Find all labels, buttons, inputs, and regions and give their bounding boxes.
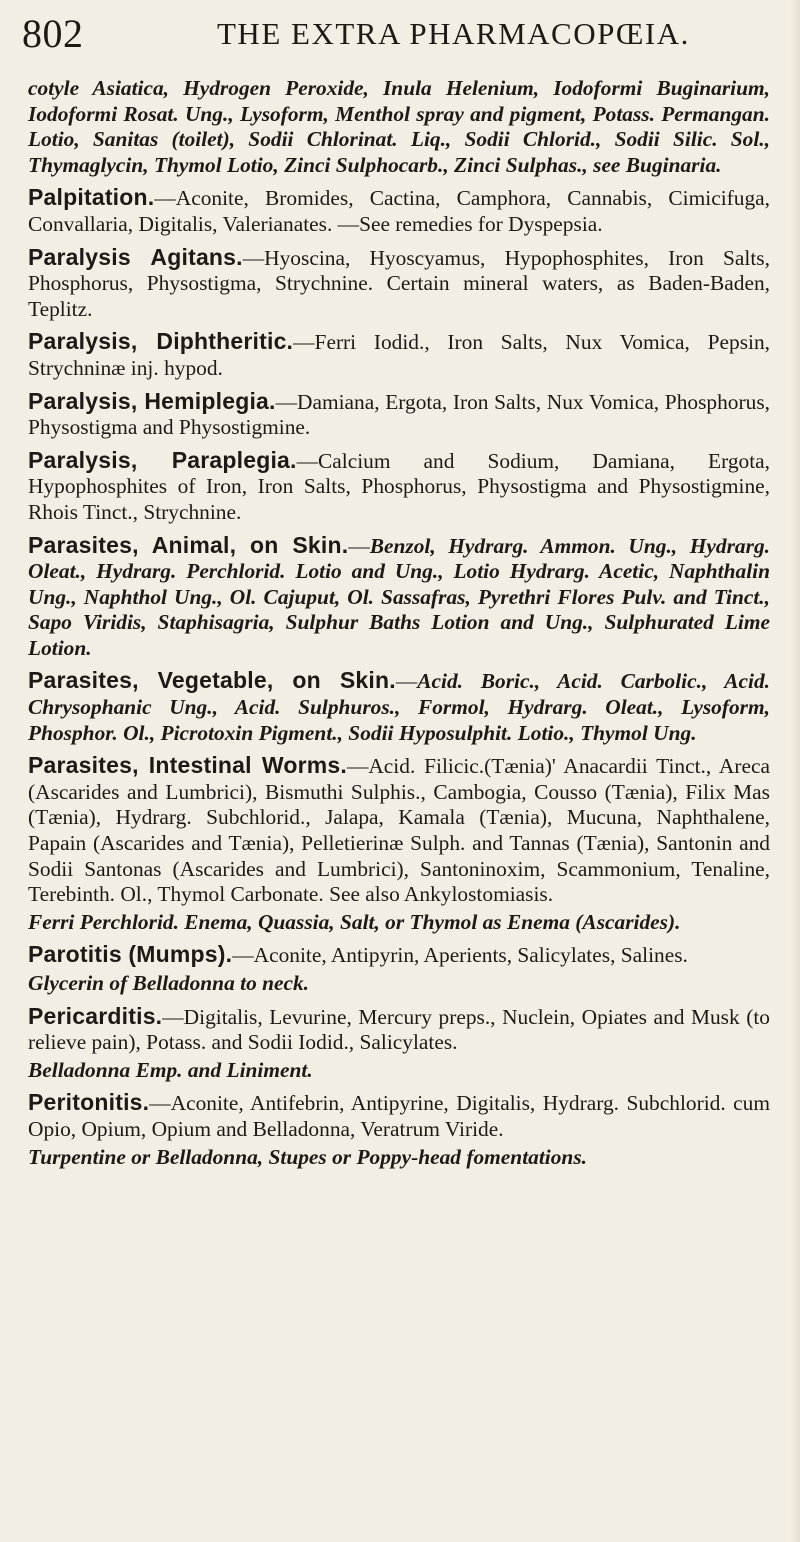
entry-dash: — [293, 330, 315, 355]
index-entry [28, 1004, 770, 1084]
entry-dash: — [346, 754, 369, 779]
entry-remedies: Calcium and Sodium, Damiana, Ergota, Hypophosphites of Iron, Iron Salts, Phosphorus, Physostigma and Physostigmine, Rhois Tinct., Strychnine. [28, 448, 771, 524]
index-entry [28, 185, 770, 237]
page-header [22, 10, 760, 58]
entry-external-note: Belladonna Emp. and Liniment. [28, 1057, 313, 1082]
entry-dash: — [232, 943, 254, 968]
entry-list [28, 185, 770, 1170]
index-entry [28, 1090, 770, 1170]
entry-term: Paralysis, Hemiplegia. [28, 387, 276, 414]
index-entry [28, 389, 770, 441]
entry-dash: — [149, 1091, 171, 1116]
entry-remedies: Aconite, Antifebrin, Antipyrine, Digitalis, Hydrarg. Subchlorid. cum Opio, Opium, Opium and Belladonna, Veratrum Viride. [28, 1091, 770, 1141]
entry-remedies: Hyoscina, Hyoscyamus, Hypophosphites, Iron Salts, Phosphorus, Physostigma, Strychnine. Certain mineral waters, as Baden-Baden, Teplitz. [28, 245, 770, 321]
entry-dash: — [162, 1004, 184, 1029]
page-edge-shadow [790, 0, 800, 1542]
running-title: THE EXTRA PHARMACOPŒIA. [217, 16, 690, 51]
entry-dash: — [395, 669, 418, 694]
index-entry [28, 753, 770, 935]
entry-dash: — [275, 389, 298, 414]
entry-term: Pericarditis. [28, 1002, 163, 1029]
entry-term: Peritonitis. [28, 1089, 150, 1116]
page-number: 802 [22, 11, 84, 56]
entry-remedies: Aconite, Antipyrin, Aperients, Salicylates, Salines. [253, 943, 688, 968]
index-entry [28, 533, 770, 662]
index-entry [28, 245, 770, 323]
entry-term: Parasites, Vegetable, on Skin. [28, 667, 396, 694]
entry-dash: — [296, 448, 319, 473]
index-entry [28, 942, 770, 996]
index-body [28, 76, 770, 1177]
entry-remedies: Ferri Iodid., Iron Salts, Nux Vomica, Pepsin, Strychninæ inj. hypod. [28, 330, 771, 380]
continued-entry [28, 76, 770, 178]
entry-term: Palpitation. [28, 184, 155, 211]
entry-external-remedies: Benzol, Hydrarg. Ammon. Ung., Hydrarg. Oleat., Hydrarg. Perchlorid. Lotio and Ung., Lotio Hydrarg. Acetic, Naphthalin Ung., Naphthol Ung., Ol. Cajuput, Ol. Sassafras, Pyrethri Flores Pulv. and Tinct., Sapo Viridis, Staphisagria, Sulphur Baths Lotion and Ung., Sulphurated Lime Lotion. [28, 533, 770, 660]
entry-remedies: Damiana, Ergota, Iron Salts, Nux Vomica, Phosphorus, Physostigma and Physostigmine. [28, 389, 770, 440]
entry-external-note: Turpentine or Belladonna, Stupes or Poppy-head fomentations. [28, 1144, 587, 1169]
index-entry [28, 329, 770, 381]
entry-term: Paralysis, Diphtheritic. [28, 328, 294, 355]
entry-external-remedies: Acid. Boric., Acid. Carbolic., Acid. Chrysophanic Ung., Acid. Sulphuros., Formol, Hydrarg. Oleat., Lysoform, Phosphor. Ol., Picrotoxin Pigment., Sodii Hyposulphit. Lotio., Thymol Ung. [28, 669, 771, 745]
entry-external-note: Glycerin of Belladonna to neck. [28, 971, 310, 995]
entry-dash: — [348, 533, 370, 558]
index-entry [28, 668, 770, 746]
entry-external-note: Ferri Perchlorid. Enema, Quassia, Salt, or Thymol as Enema (Ascarides). [28, 909, 681, 934]
entry-term: Paralysis, Paraplegia. [28, 446, 297, 473]
entry-term: Parasites, Intestinal Worms. [28, 752, 347, 779]
entry-remedies: Aconite, Bromides, Cactina, Camphora, Cannabis, Cimicifuga, Convallaria, Digitalis, Valerianates. —See remedies for Dyspepsia. [28, 186, 770, 236]
entry-dash: — [154, 186, 176, 211]
entry-dash: — [242, 245, 265, 270]
entry-term: Parasites, Animal, on Skin. [28, 531, 349, 558]
intro-text: cotyle Asiatica, Hydrogen Peroxide, Inula Helenium, Iodoformi Buginarium, Iodoformi Rosat. Ung., Lysoform, Menthol spray and pigment, Potass. Permangan. Lotio, Sanitas (toilet), Sodii Chlorinat. Liq., Sodii Chlorid., Sodii Silic. Sol., Thymaglycin, Thymol Lotio, Zinci Sulphocarb., Zinci Sulphas., see Buginaria. [28, 76, 770, 177]
entry-term: Parotitis (Mumps). [28, 941, 233, 968]
entry-term: Paralysis Agitans. [28, 243, 243, 270]
entry-remedies: Digitalis, Levurine, Mercury preps., Nuclein, Opiates and Musk (to relieve pain), Potass. and Sodii Iodid., Salicylates. [28, 1004, 770, 1055]
index-entry [28, 448, 770, 526]
entry-remedies: Acid. Filicic.(Tænia)' Anacardii Tinct., Areca (Ascarides and Lumbrici), Bismuthi Sulphis., Cambogia, Cousso (Tænia), Filix Mas (Tænia), Hydrarg. Subchlorid., Jalapa, Kamala (Tænia), Mucuna, Naphthalene, Papain (Ascarides and Tænia), Pelletierinæ Sulph. and Tannas (Tænia), Santonin and Sodii Santonas (Ascarides and Lumbrici), Santoninoxim, Scammonium, Tenaline, Terebinth. Ol., Thymol Carbonate. See also Ankylostomiasis. [28, 754, 770, 907]
